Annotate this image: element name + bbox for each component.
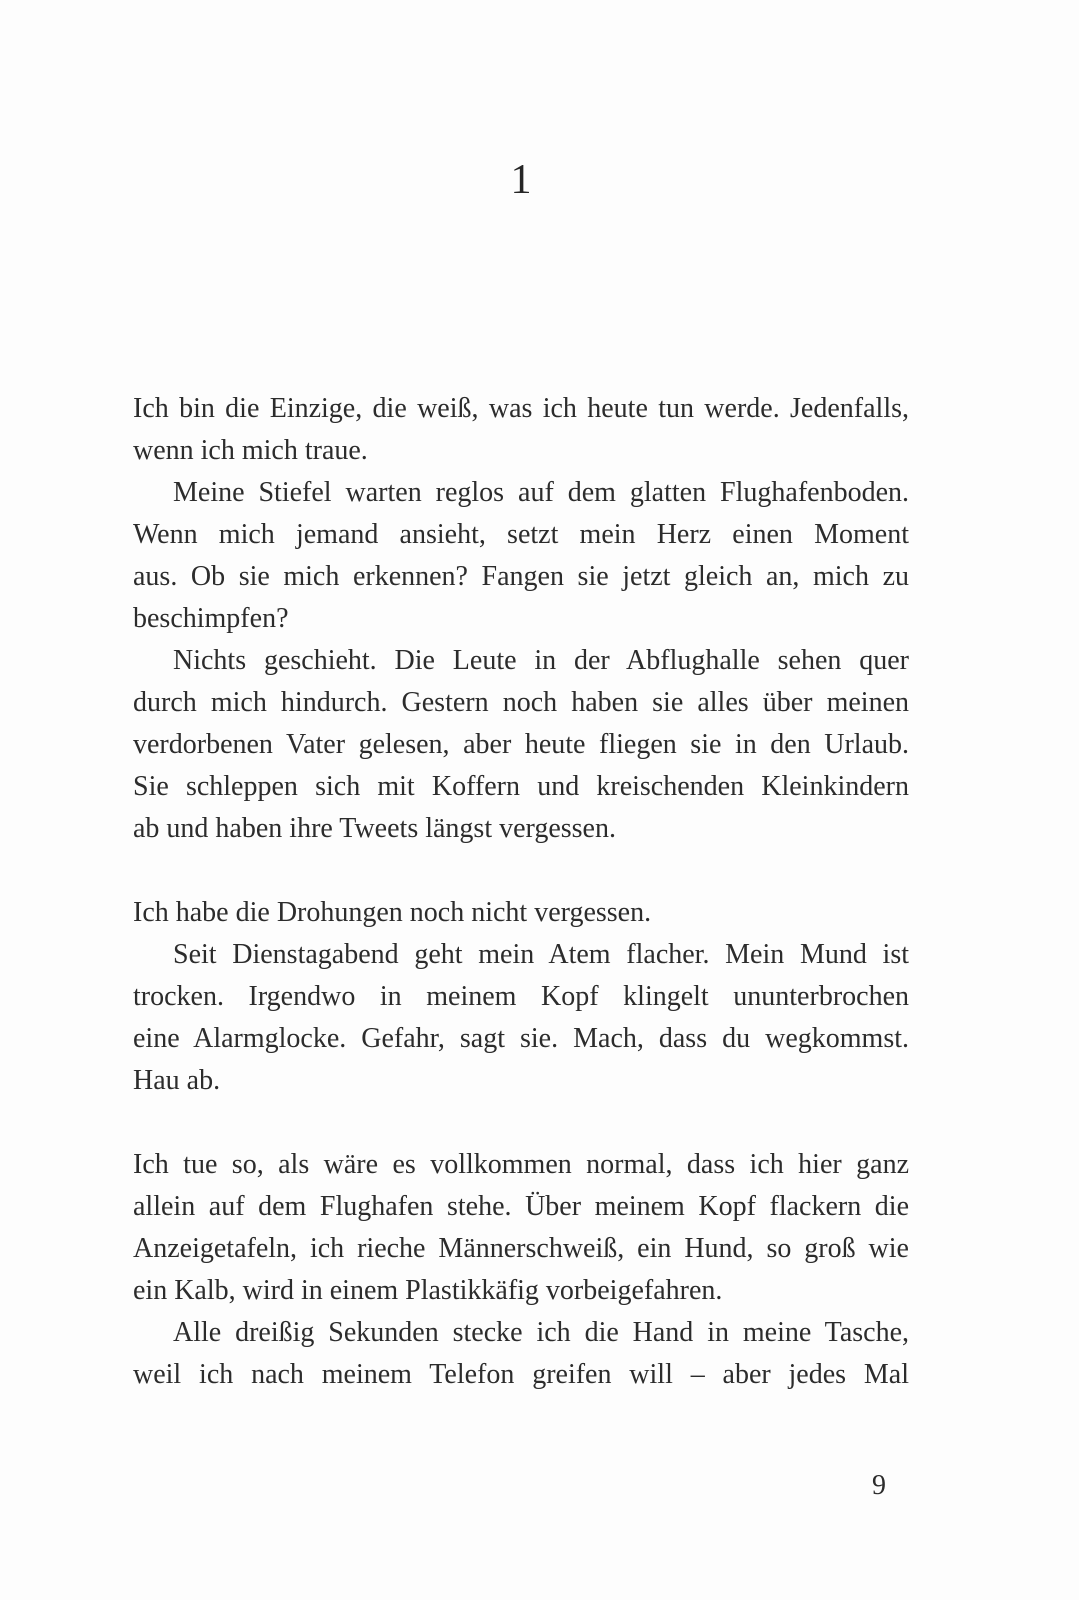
text-line: trocken. Irgendwo in meinem Kopf klingelt ununterbrochen [133, 981, 909, 1012]
text-line: Wenn mich jemand ansieht, setzt mein Herz einen Moment [133, 519, 909, 550]
text-line: Meine Stiefel warten reglos auf dem glatten Flughafenboden. [173, 477, 909, 508]
text-line: durch mich hindurch. Gestern noch haben sie alles über meinen [133, 687, 909, 718]
page-number: 9 [872, 1470, 886, 1501]
paragraph [133, 1312, 909, 1396]
text-line: weil ich nach meinem Telefon greifen will – aber jedes Mal [133, 1359, 909, 1390]
paragraph [133, 472, 909, 640]
text-line: Ich tue so, als wäre es vollkommen normal, dass ich hier ganz [133, 1149, 909, 1180]
paragraph [133, 934, 909, 1102]
paragraph [133, 640, 909, 850]
text-line: aus. Ob sie mich erkennen? Fangen sie jetzt gleich an, mich zu [133, 561, 909, 592]
text-line: allein auf dem Flughafen stehe. Über meinem Kopf flackern die [133, 1191, 909, 1222]
text-line: Ich bin die Einzige, die weiß, was ich heute tun werde. Jedenfalls, [133, 393, 909, 424]
text-line: ein Kalb, wird in einem Plastikkäfig vorbeigefahren. [133, 1275, 723, 1306]
text-line: Ich habe die Drohungen noch nicht vergessen. [133, 897, 652, 928]
text-line: Hau ab. [133, 1065, 221, 1096]
text-line: Alle dreißig Sekunden stecke ich die Hand in meine Tasche, [173, 1317, 909, 1348]
paragraph [133, 1144, 909, 1312]
text-line: Sie schleppen sich mit Koffern und kreischenden Kleinkindern [133, 771, 909, 802]
text-line: Seit Dienstagabend geht mein Atem flacher. Mein Mund ist [173, 939, 909, 970]
text-line: ab und haben ihre Tweets längst vergessen. [133, 813, 616, 844]
text-line: beschimpfen? [133, 603, 289, 634]
paragraph [133, 388, 909, 472]
text-line: wenn ich mich traue. [133, 435, 368, 466]
paragraph [133, 892, 909, 934]
chapter-number: 1 [510, 157, 532, 203]
text-line: Nichts geschieht. Die Leute in der Abflughalle sehen quer [173, 645, 909, 676]
text-line: verdorbenen Vater gelesen, aber heute fliegen sie in den Urlaub. [133, 729, 909, 760]
text-line: eine Alarmglocke. Gefahr, sagt sie. Mach, dass du wegkommst. [133, 1023, 909, 1054]
body-text [133, 388, 909, 1396]
text-line: Anzeigetafeln, ich rieche Männerschweiß, ein Hund, so groß wie [133, 1233, 909, 1264]
